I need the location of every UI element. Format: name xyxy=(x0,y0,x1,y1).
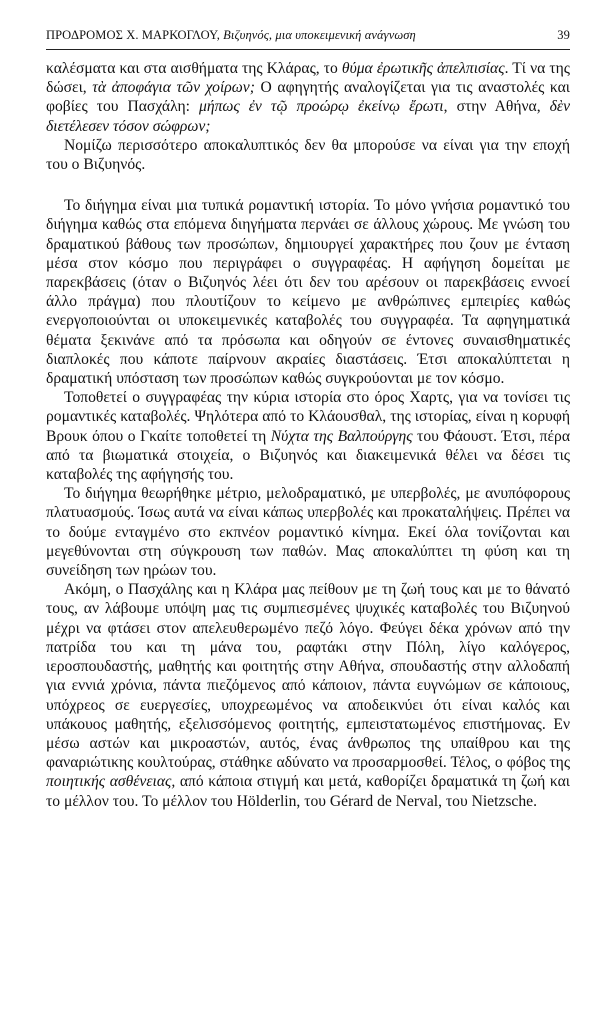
page-number: 39 xyxy=(557,28,570,42)
text-run: Ακόμη, ο Πασχάλης και η Κλάρα μας πείθουν με τη ζωή τους και με το θάνατό τους, αν λάβουμε υπόψη μας τις συμπιεσμένες ψυχικές καταβολές του Βιζυηνού μέχρι να φτάσει στον απελευθερωμένο πεζό λόγο. Φεύγει δέκα χρόνων από την πατρίδα του και τη μάνα του, ραφτάκι στην Πόλη, λίγο καλόγερος, ιεροσπουδαστής, μαθητής και φοιτητής στην Αθήνα, σπουδαστής στην αλλοδαπή για εννιά χρόνια, πάντα πιεζόμενος από κάποιον, πάντα ευγνώμων σε κάποιους, υπόχρεος σε ευεργεσίες, υποχρεωμένος να αποδεικνύει ότι είναι καλός και υπάκουος μαθητής, εξελισσόμενος φοιτητής, εμπειστατωμένος επιστήμονας. Εν μέσω αστών και μικροαστών, αυτός, ένας άνθρωπος της υπαίθρου και της φαναριώτικης κουλτούρας, στάθηκε αδύνατο να προσαρμοσθεί. Τέλος, ο φόβος της xyxy=(46,581,570,772)
italic-text: θύμα ἐρωτικῆς ἀπελπισίας xyxy=(341,60,505,77)
paragraph xyxy=(46,388,570,484)
text-run: Ο αφηγητής αναλογίζεται για τις αναστολές και φοβίες του Πασχάλη: xyxy=(46,79,570,116)
italic-text: τὰ ἀποφάγια τῶν χοίρων; xyxy=(92,79,255,97)
paragraph xyxy=(46,196,570,388)
header-author: ΠΡΟΔΡΟΜΟΣ Χ. ΜΑΡΚΟΓΛΟΥ, xyxy=(46,28,220,42)
text-run: του Φάουστ. Έτσι, πέρα από τα βιωματικά στοιχεία, ο Βιζυηνός και διακειμενικά θέλει να δέσει τις καταβολές της αφήγησής του. xyxy=(46,427,570,484)
text-run: Το διήγημα είναι μια τυπικά ρομαντική ιστορία. Το μόνο γνήσια ρομαντικό του διήγημα καθώς στα επόμενα διηγήματα περνάει σε άλλους χώρους. Με γνώση του δραματικού βάθους των προσώπων, δημιουργεί χαρακτήρες που ζουν με ένταση μέσα στον κόσμο που περιγράφει ο συγγραφέας. Η αφήγηση δομείται με παρεκβάσεις (όταν ο Βιζυηνός λέει ότι δεν του αρέσουν οι παρεκβάσεις εννοεί άλλο πράγμα) που πλουτίζουν το κείμενο με ανθρώπινες εμπειρίες καθώς ενεργοποιούνται οι υποκειμενικές καταβολές του συγγραφέα. Τα αφηγηματικά θέματα ξεκινάνε από τα πρόσωπα και οδηγούν σε έντονες συναισθηματικές διαπλοκές που κάποτε παίρνουν ακραίες διαστάσεις. Έτσι αποκαλύπτεται η δραματική υπόσταση των προσώπων καθώς συγκρούονται με τον κόσμο. xyxy=(46,197,570,388)
text-run: από κάποια στιγμή και μετά, καθορίζει δραματικά τη ζωή και το μέλλον του. Το μέλλον του Hölderlin, του Gérard de Nerval, του Nietzsche. xyxy=(46,773,570,810)
italic-text: ποιητικής ασθένειας, xyxy=(46,773,176,791)
text-run: καλέσματα και στα αισθήματα της Κλάρας, το xyxy=(46,60,342,77)
text-run: . Τί να της δώσει, xyxy=(46,60,570,97)
text-run: Το διήγημα θεωρήθηκε μέτριο, μελοδραματικό, με υπερβολές, με ανυπόφορους πλατυασμούς. Ίσως αυτά να είναι κάπως υπερβολές και προκαταλήψεις. Πρέπει να το δούμε ενταγμένο στο εκπνέον ρομαντικό κίνημα. Εκεί όλα τονίζονται και μεγεθύνονται στη σύγκρουση των παθών. Μας αποκαλύπτει τη φύση και τη συνείδηση των ηρώων του. xyxy=(46,485,570,580)
header-subtitle: Βιζυηνός, μια υποκειμενική ανάγνωση xyxy=(223,28,416,42)
text-run: Τοποθετεί ο συγγραφέας την κύρια ιστορία στο όρος Χαρτς, για να τονίσει τις ρομαντικές καταβολές. Ψηλότερα από το Κλάουσθαλ, της ιστορίας, είναι η κορυφή Βρουκ όπου ο Γκαίτε τοποθετεί τη xyxy=(46,389,570,445)
running-header xyxy=(46,28,570,50)
italic-text: δὲν διετέλεσεν τόσον σώφρων; xyxy=(46,98,570,135)
paragraph xyxy=(46,484,570,580)
italic-text: Νύχτα της Βαλπούργης xyxy=(270,427,413,445)
body-text xyxy=(46,59,570,811)
text-run: Νομίζω περισσότερο αποκαλυπτικός δεν θα μπορούσε να είναι για την εποχή του ο Βιζυηνός. xyxy=(46,136,570,174)
paragraph xyxy=(46,59,570,136)
header-left xyxy=(46,28,416,43)
text-run: , στην Αθήνα, xyxy=(443,98,550,116)
paragraph xyxy=(46,136,570,174)
paragraph xyxy=(46,580,570,810)
italic-text: μήπως ἐν τῷ προώρῳ ἐκείνῳ ἔρωτι xyxy=(199,98,444,116)
